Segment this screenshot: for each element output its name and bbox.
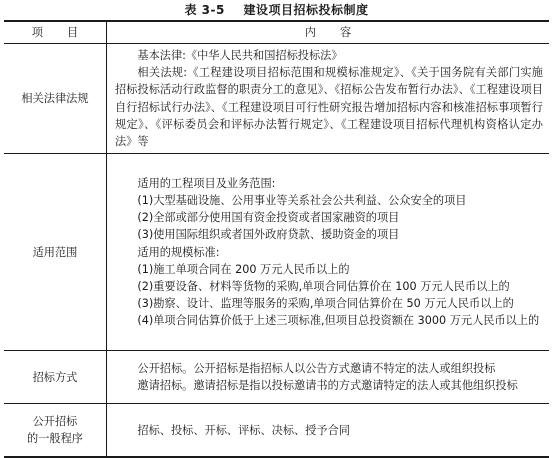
procedure-steps-text: 招标、投标、开标、评标、决标、授予合同 <box>137 423 350 437</box>
table-caption <box>4 0 549 20</box>
content-related-laws <box>107 44 550 154</box>
scope-scale-1: (1)施工单项合同在 200 万元人民币以上的 <box>137 262 350 276</box>
content-general-procedure <box>107 404 550 458</box>
open-bidding-text: 公开招标。公开招标是指招标人以公告方式邀请不特定的法人或组织投标 <box>137 362 496 376</box>
scope-project-1: (1)大型基础设施、公用事业等关系社会公共利益、公众安全的项目 <box>137 194 467 207</box>
scope-scale-3: (3)勘察、设计、监理等服务的采购,单项合同估算价在 50 万元人民币以上的 <box>137 297 514 311</box>
item-related-laws: 相关法律法规 <box>4 44 107 154</box>
scope-scale-4: (4)单项合同估算价低于上述三项标准,但项目总投资额在 3000 万元人民币以上的 <box>137 314 540 328</box>
row-scope <box>4 154 549 351</box>
item-general-procedure <box>4 404 107 458</box>
scope-scale-intro: 适用的规模标准: <box>137 245 220 259</box>
item-general-procedure-line1: 公开招标 <box>32 415 78 429</box>
item-bidding-method: 招标方式 <box>4 351 107 404</box>
invited-bidding-text: 邀请招标。邀请招标是指以投标邀请书的方式邀请特定的法人或其他组织投标 <box>137 379 518 393</box>
related-regulations-text: 相关法规:《工程建设项目招标范围和规模标准规定》、《关于国务院有关部门实施招标投标活动行政监督的职责分工的意见》、《招标公告发布暂行办法》、《工程建设项目自行招标试行办法》、《工程建设项目可行性研究报告增加招标内容和核准招标事项暂行规定》、《评标委员会和评标办法暂行规定》、《工程建设项目招标代理机构资格认定办法》等 <box>115 66 543 149</box>
scope-project-2: (2)全部或部分使用国有资金投资或者国家融资的项目 <box>137 211 400 225</box>
scope-scale-2: (2)重要设备、材料等货物的采购,单项合同估算价在 100 万元人民币以上的 <box>137 280 510 294</box>
row-bidding-method <box>4 351 549 404</box>
content-scope <box>107 154 550 351</box>
scope-project-3: (3)使用国际组织或者国外政府贷款、援助资金的项目 <box>137 228 400 242</box>
row-related-laws <box>4 44 549 154</box>
scope-projects-intro: 适用的工程项目及业务范围: <box>137 176 276 190</box>
content-bidding-method <box>107 351 550 404</box>
table-number: 表 3-5 <box>184 3 225 17</box>
table-title: 建设项目招标投标制度 <box>243 3 369 17</box>
item-scope: 适用范围 <box>4 154 107 351</box>
table-header-row <box>4 21 549 44</box>
row-general-procedure <box>4 404 549 458</box>
basic-law-text: 基本法律:《中华人民共和国招标投标法》 <box>137 49 343 62</box>
header-content: 内容 <box>107 21 550 44</box>
item-general-procedure-line2: 的一般程序 <box>27 432 83 446</box>
bidding-system-table <box>4 20 549 458</box>
header-item: 项目 <box>4 21 107 44</box>
